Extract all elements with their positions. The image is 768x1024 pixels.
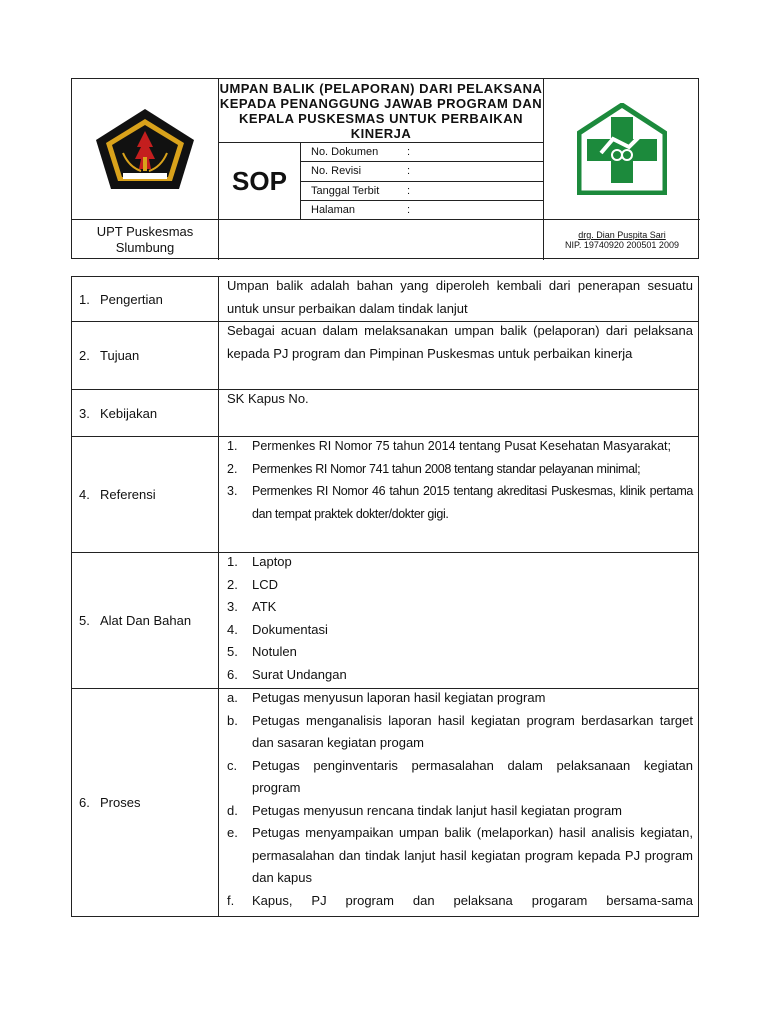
list-marker: 2. [227,461,238,476]
doc-field-sep: : [407,184,411,197]
list-marker: 3. [227,484,238,498]
signer-nip: NIP. 19740920 200501 2009 [565,240,679,250]
list-item [227,435,693,458]
section-text: Umpan balik adalah bahan yang diperoleh kembali dari penerapan sesuatu untuk unsur perbaikan dalam tindak lanjut [227,278,693,316]
section-title: Proses [100,795,141,810]
list-item [227,458,693,481]
list-marker: 4. [227,621,238,637]
section-title: Pengertian [100,291,163,307]
list-marker: d. [227,802,238,818]
list-item [227,480,693,525]
puskesmas-logo-cell [544,79,700,220]
list-text: LCD [252,576,279,592]
list-marker: 3. [227,599,238,614]
section-row-alat-dan-bahan [72,553,698,689]
list-item [227,822,693,890]
list-marker: 5. [227,644,238,659]
list-marker: 6. [227,666,238,682]
list-item [227,596,693,619]
list-item [227,890,693,913]
list-text: Permenkes RI Nomor 741 tahun 2008 tentang standar pelayanan minimal; [252,461,641,476]
sop-title-cell [219,79,544,143]
list-item [227,574,693,597]
list-marker: b. [227,712,238,728]
list-marker: c. [227,757,238,773]
list-marker: 2. [227,576,238,592]
section-label [72,277,219,321]
list-text: Permenkes RI Nomor 75 tahun 2014 tentang Pusat Kesehatan Masyarakat; [252,439,671,453]
section-label [72,689,219,916]
list-item [227,687,693,710]
section-title: Alat Dan Bahan [100,613,192,628]
list-text: Laptop [252,554,292,569]
section-label [72,553,219,688]
puskesmas-name-cell [72,220,219,260]
list-text: Notulen [252,644,297,659]
list-text: Surat Undangan [252,666,347,682]
list-item [227,800,693,823]
list-text: Dokumentasi [252,621,328,637]
puskesmas-cross-icon [577,103,667,195]
section-title: Kebijakan [100,405,158,421]
sop-label: SOP [232,165,287,196]
doc-field-sep: : [407,146,411,158]
list-text: Petugas menyampaikan umpan balik (melaporkan) hasil analisis kegiatan, permasalahan dan tindak lanjut hasil kegiatan program kepada PJ program dan kapus [252,825,693,885]
section-number: 6. [79,795,90,810]
sop-title: UMPAN BALIK (PELAPORAN) DARI PELAKSANA KEPADA PENANGGUNG JAWAB PROGRAM DAN KEPALA PUSKESMAS UNTUK PERBAIKAN KINERJA [219,80,543,141]
doc-field-row [301,143,544,162]
doc-field-label: Tanggal Terbit [311,184,380,197]
section-list [227,687,693,912]
signer-name: drg. Dian Puspita Sari [578,230,666,240]
section-label [72,322,219,389]
sop-label-cell [219,143,301,220]
section-number: 5. [79,613,90,628]
list-text: Kapus, PJ program dan pelaksana progaram bersama-sama [252,892,693,908]
section-row-kebijakan [72,390,698,437]
doc-field-sep: : [407,203,411,216]
section-list [227,435,693,525]
puskesmas-name: UPT Puskesmas Slumbung [96,224,194,255]
list-text: Petugas menganalisis laporan hasil kegiatan program berdasarkan target dan sasaran kegiatan progam [252,712,693,750]
list-item [227,619,693,642]
section-text: Sebagai acuan dalam melaksanakan umpan balik (pelaporan) dari pelaksana kepada PJ program dan Pimpinan Puskesmas untuk perbaikan kinerja [227,323,693,361]
section-row-pengertian [72,277,698,322]
doc-field-label: Halaman [311,203,356,216]
list-marker: 1. [227,554,238,569]
list-text: Permenkes RI Nomor 46 tahun 2015 tentang akreditasi Puskesmas, klinik pertama dan tempat praktek dokter/dokter gigi. [252,484,693,521]
list-text: Petugas menyusun rencana tindak lanjut hasil kegiatan program [252,802,623,818]
doc-field-sep: : [407,165,411,178]
doc-field-label: No. Revisi [311,165,362,178]
list-text: ATK [252,599,277,614]
section-text: SK Kapus No. [227,391,309,406]
doc-field-row [301,162,544,181]
list-marker: e. [227,825,238,840]
section-label [72,390,219,436]
regency-logo-cell [72,79,219,220]
section-label [72,437,219,552]
list-item [227,551,693,574]
sop-body-table [71,276,699,917]
section-number: 4. [79,487,90,502]
section-number: 3. [79,405,90,421]
list-marker: f. [227,892,235,908]
list-text: Petugas menyusun laporan hasil kegiatan program [252,690,546,705]
section-number: 2. [79,348,90,363]
section-row-referensi [72,437,698,553]
list-marker: a. [227,690,238,705]
section-number: 1. [79,291,90,307]
section-list [227,551,693,686]
list-text: Petugas penginventaris permasalahan dalam pelaksanaan kegiatan program [252,757,693,795]
list-item [227,641,693,664]
doc-field-row [301,201,544,220]
doc-field-label: No. Dokumen [311,146,379,158]
section-title: Referensi [100,487,156,502]
section-title: Tujuan [100,348,140,363]
sop-header-table [71,78,699,259]
regency-emblem-icon [93,107,197,191]
list-item [227,755,693,800]
list-item [227,710,693,755]
section-row-tujuan [72,322,698,390]
list-marker: 1. [227,439,238,453]
list-item [227,664,693,687]
blank-cell [219,220,544,260]
signer-cell [544,220,700,260]
doc-field-row [301,182,544,201]
section-row-proses [72,689,698,916]
